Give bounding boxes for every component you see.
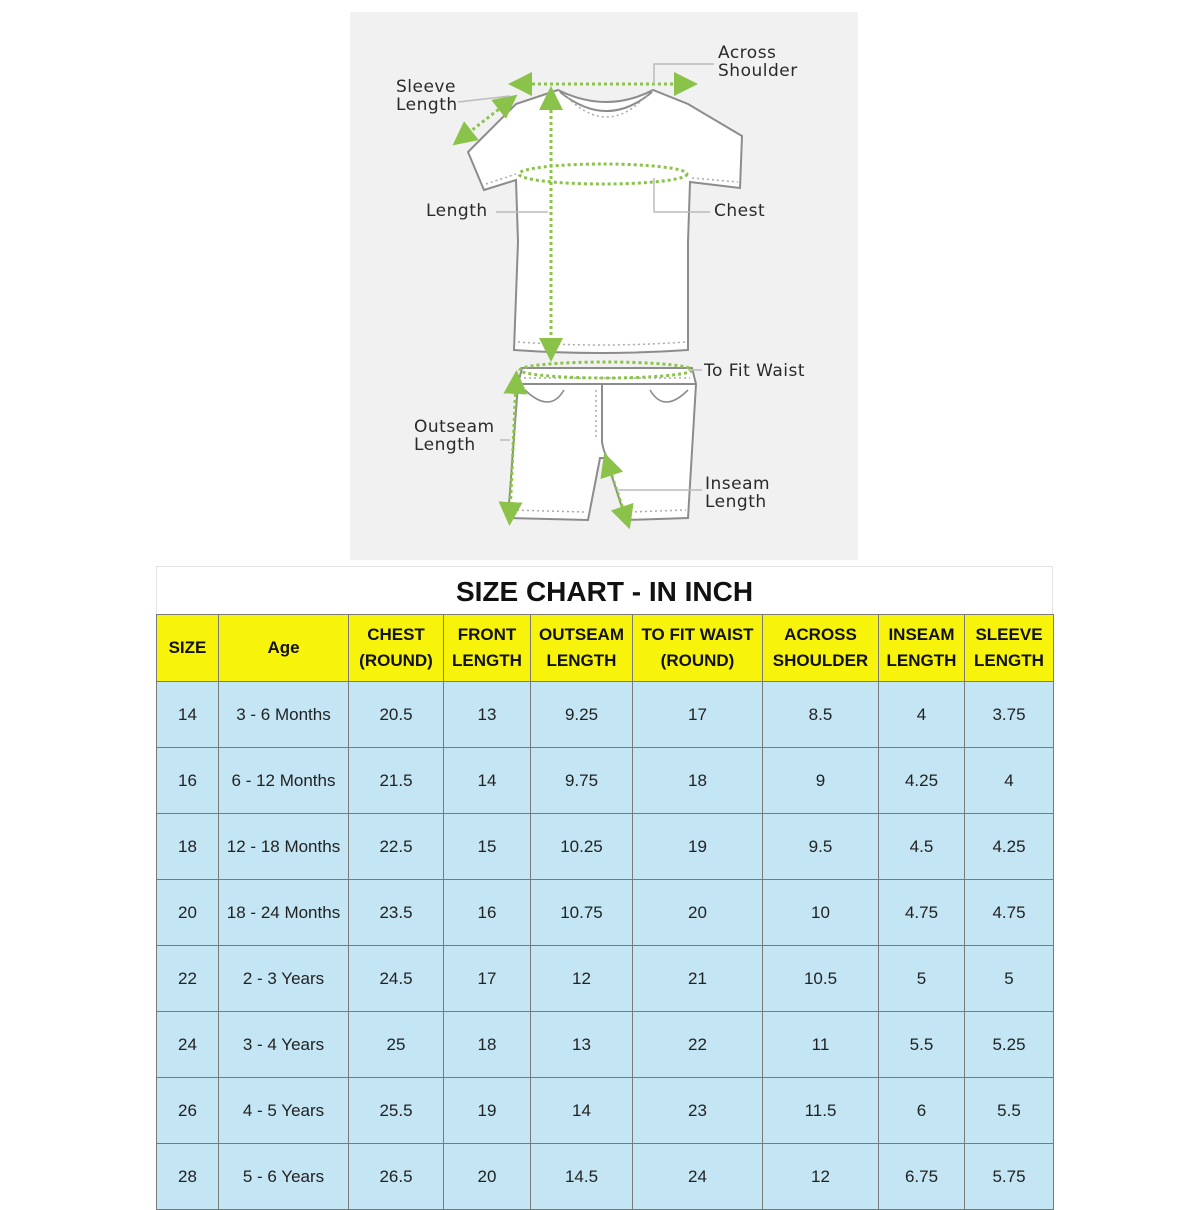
column-header-outseam-length: OUTSEAM LENGTH (531, 615, 633, 682)
cell-to-fit-waist: 22 (633, 1012, 763, 1078)
cell-front-length: 20 (444, 1144, 531, 1210)
cell-inseam-length: 4.25 (879, 748, 965, 814)
cell-outseam-length: 10.25 (531, 814, 633, 880)
cell-inseam-length: 5 (879, 946, 965, 1012)
cell-inseam-length: 5.5 (879, 1012, 965, 1078)
cell-age: 6 - 12 Months (219, 748, 349, 814)
table-row (157, 946, 1054, 1012)
cell-chest: 26.5 (349, 1144, 444, 1210)
table-row (157, 880, 1054, 946)
cell-chest: 25.5 (349, 1078, 444, 1144)
cell-sleeve-length: 5 (965, 946, 1054, 1012)
cell-size: 14 (157, 682, 219, 748)
column-header-inseam-length: INSEAM LENGTH (879, 615, 965, 682)
measurement-diagram (350, 12, 858, 560)
cell-size: 18 (157, 814, 219, 880)
across-shoulder-label: Across Shoulder (718, 43, 798, 81)
cell-age: 4 - 5 Years (219, 1078, 349, 1144)
chest-label: Chest (714, 201, 766, 221)
cell-size: 26 (157, 1078, 219, 1144)
cell-outseam-length: 9.25 (531, 682, 633, 748)
cell-to-fit-waist: 18 (633, 748, 763, 814)
column-header-sleeve-length: SLEEVE LENGTH (965, 615, 1054, 682)
table-row (157, 1078, 1054, 1144)
tshirt-outline (468, 90, 742, 353)
cell-sleeve-length: 5.5 (965, 1078, 1054, 1144)
cell-sleeve-length: 4.75 (965, 880, 1054, 946)
cell-across-shoulder: 11 (763, 1012, 879, 1078)
column-header-to-fit-waist: TO FIT WAIST (ROUND) (633, 615, 763, 682)
cell-front-length: 13 (444, 682, 531, 748)
cell-age: 5 - 6 Years (219, 1144, 349, 1210)
table-row (157, 814, 1054, 880)
outseam-length-label: Outseam Length (414, 417, 495, 455)
cell-outseam-length: 9.75 (531, 748, 633, 814)
cell-front-length: 15 (444, 814, 531, 880)
cell-across-shoulder: 8.5 (763, 682, 879, 748)
cell-across-shoulder: 11.5 (763, 1078, 879, 1144)
cell-age: 12 - 18 Months (219, 814, 349, 880)
size-table (156, 614, 1054, 1210)
cell-to-fit-waist: 20 (633, 880, 763, 946)
cell-age: 18 - 24 Months (219, 880, 349, 946)
cell-sleeve-length: 3.75 (965, 682, 1054, 748)
cell-size: 22 (157, 946, 219, 1012)
cell-inseam-length: 4.75 (879, 880, 965, 946)
cell-outseam-length: 13 (531, 1012, 633, 1078)
cell-sleeve-length: 5.75 (965, 1144, 1054, 1210)
cell-front-length: 18 (444, 1012, 531, 1078)
cell-to-fit-waist: 23 (633, 1078, 763, 1144)
cell-across-shoulder: 9 (763, 748, 879, 814)
to-fit-waist-label: To Fit Waist (704, 361, 806, 381)
cell-inseam-length: 4 (879, 682, 965, 748)
cell-sleeve-length: 4 (965, 748, 1054, 814)
cell-across-shoulder: 10 (763, 880, 879, 946)
cell-chest: 20.5 (349, 682, 444, 748)
cell-outseam-length: 10.75 (531, 880, 633, 946)
cell-chest: 24.5 (349, 946, 444, 1012)
cell-age: 3 - 4 Years (219, 1012, 349, 1078)
cell-outseam-length: 14.5 (531, 1144, 633, 1210)
column-header-front-length: FRONT LENGTH (444, 615, 531, 682)
cell-inseam-length: 6.75 (879, 1144, 965, 1210)
cell-front-length: 16 (444, 880, 531, 946)
cell-across-shoulder: 12 (763, 1144, 879, 1210)
cell-across-shoulder: 9.5 (763, 814, 879, 880)
cell-chest: 23.5 (349, 880, 444, 946)
cell-inseam-length: 4.5 (879, 814, 965, 880)
cell-outseam-length: 14 (531, 1078, 633, 1144)
cell-chest: 22.5 (349, 814, 444, 880)
cell-age: 3 - 6 Months (219, 682, 349, 748)
cell-size: 28 (157, 1144, 219, 1210)
cell-size: 16 (157, 748, 219, 814)
size-table-body (157, 682, 1054, 1210)
cell-size: 24 (157, 1012, 219, 1078)
cell-sleeve-length: 4.25 (965, 814, 1054, 880)
cell-age: 2 - 3 Years (219, 946, 349, 1012)
cell-to-fit-waist: 24 (633, 1144, 763, 1210)
cell-front-length: 14 (444, 748, 531, 814)
cell-across-shoulder: 10.5 (763, 946, 879, 1012)
cell-to-fit-waist: 17 (633, 682, 763, 748)
cell-chest: 25 (349, 1012, 444, 1078)
cell-sleeve-length: 5.25 (965, 1012, 1054, 1078)
inseam-length-label: Inseam Length (705, 474, 771, 512)
table-row (157, 748, 1054, 814)
column-header-across-shoulder: ACROSS SHOULDER (763, 615, 879, 682)
cell-to-fit-waist: 21 (633, 946, 763, 1012)
cell-size: 20 (157, 880, 219, 946)
column-header-age: Age (219, 615, 349, 682)
cell-front-length: 19 (444, 1078, 531, 1144)
cell-to-fit-waist: 19 (633, 814, 763, 880)
cell-front-length: 17 (444, 946, 531, 1012)
length-label: Length (426, 201, 488, 221)
cell-outseam-length: 12 (531, 946, 633, 1012)
column-header-chest: CHEST (ROUND) (349, 615, 444, 682)
sleeve-length-label: Sleeve Length (396, 77, 458, 115)
table-row (157, 682, 1054, 748)
cell-inseam-length: 6 (879, 1078, 965, 1144)
column-header-size: SIZE (157, 615, 219, 682)
table-row (157, 1012, 1054, 1078)
header-row (157, 615, 1054, 682)
size-chart-title: SIZE CHART - IN INCH (156, 566, 1053, 615)
cell-chest: 21.5 (349, 748, 444, 814)
size-chart (156, 566, 1053, 1206)
